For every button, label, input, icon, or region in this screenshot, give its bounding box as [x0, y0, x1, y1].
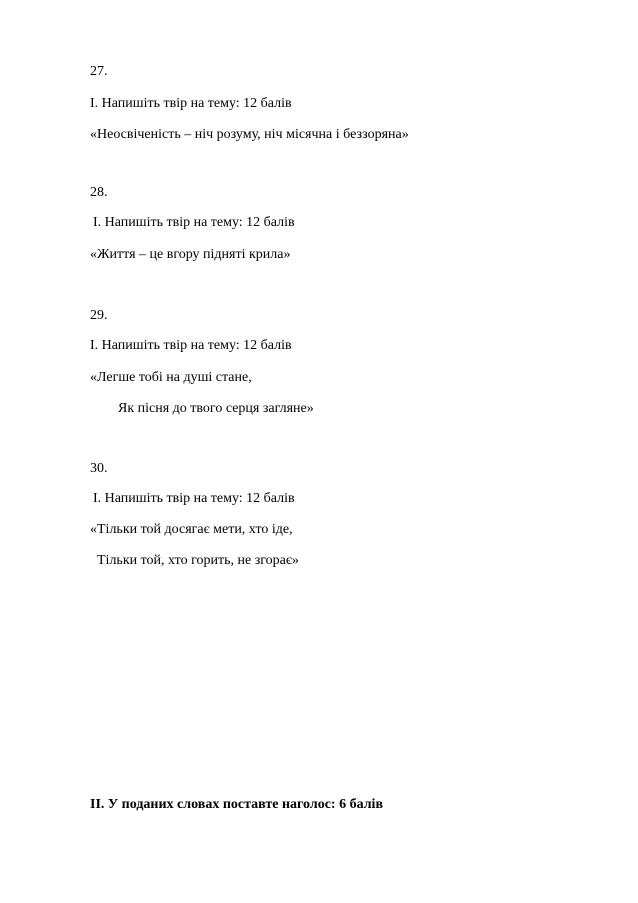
topic-quote-continuation: Тільки той, хто горить, не згорає» — [97, 553, 299, 568]
item-number: 27. — [90, 64, 108, 79]
item-number: 29. — [90, 308, 108, 323]
item-number: 28. — [90, 185, 108, 200]
topic-quote: «Життя – це вгору підняті крила» — [90, 247, 291, 262]
task-text: I. Напишіть твір на тему: 12 балів — [93, 491, 295, 506]
task-text: I. Напишіть твір на тему: 12 балів — [90, 96, 292, 111]
item-number: 30. — [90, 461, 108, 476]
topic-quote: «Неосвіченість – ніч розуму, ніч місячна і беззоряна» — [90, 127, 409, 142]
topic-quote: «Тільки той досягає мети, хто іде, — [90, 522, 293, 537]
topic-quote: «Легше тобі на душі стане, — [90, 370, 252, 385]
task-text: I. Напишіть твір на тему: 12 балів — [93, 215, 295, 230]
section-heading: II. У поданих словах поставте наголос: 6 балів — [90, 797, 384, 812]
task-text: I. Напишіть твір на тему: 12 балів — [90, 338, 292, 353]
topic-quote-continuation: Як пісня до твого серця загляне» — [118, 401, 314, 416]
